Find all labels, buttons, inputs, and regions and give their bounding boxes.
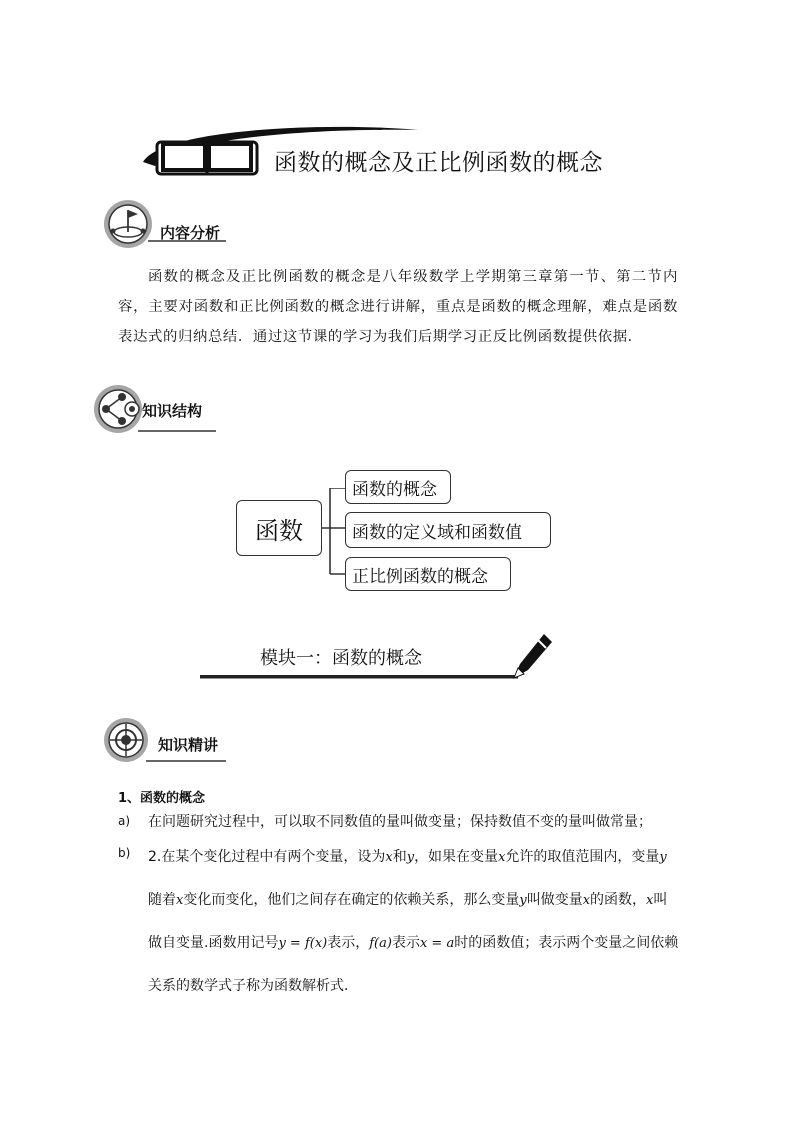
item-a-letter: a) (118, 814, 131, 828)
mindmap-root-label: 函数 (255, 516, 303, 545)
open-book-icon (157, 140, 257, 174)
pencil-icon (514, 634, 552, 678)
content-analysis-paragraph: 函数的概念及正比例函数的概念是八年级数学上学期第三章第一节、第二节内容，主要对函数和正比例函数的概念进行讲解，重点是函数的概念理解，难点是函数表达式的归纳总结．通过这节课的学习为我们后期学习正反比例函数提供依据． (118, 269, 678, 345)
section-label-content-analysis: 内容分析 (160, 224, 221, 242)
mindmap-root (236, 500, 322, 556)
mindmap-branch-3-label: 正比例函数的概念 (352, 566, 488, 587)
flag-target-icon (104, 200, 152, 248)
item-b-text: 2.在某个变化过程中有两个变量，设为x和y，如果在变量x允许的取值范围内，变量y随着x变化而变化，他们之间存在确定的依赖关系，那么变量y叫做变量x的函数，x叫做自变量.函数用记号y = f(x)表示，f(a)表示x = a时的函数值；表示两个变量之间依赖关系的数学式子称为函数解析式． (148, 849, 679, 994)
share-network-icon (94, 385, 142, 433)
module-title: 模块一：函数的概念 (260, 648, 422, 669)
module-underline (200, 628, 560, 684)
mindmap-branch-2-label: 函数的定义域和函数值 (352, 522, 522, 543)
mindmap-branch-2 (345, 512, 551, 548)
mindmap-branch-1-label: 函数的概念 (352, 479, 437, 500)
mindmap-branch-1 (345, 470, 451, 504)
item-a-text: 在问题研究过程中，可以取不同数值的量叫做变量；保持数值不变的量叫做常量； (148, 814, 652, 830)
target-icon (104, 718, 148, 762)
item-b-letter: b) (118, 846, 131, 860)
section-label-knowledge-structure: 知识结构 (142, 402, 203, 420)
section-label-knowledge-detail: 知识精讲 (158, 736, 219, 754)
subsection-title: 1、函数的概念 (118, 791, 206, 806)
mindmap-branch-3 (345, 557, 511, 591)
page-title: 函数的概念及正比例函数的概念 (274, 150, 603, 176)
